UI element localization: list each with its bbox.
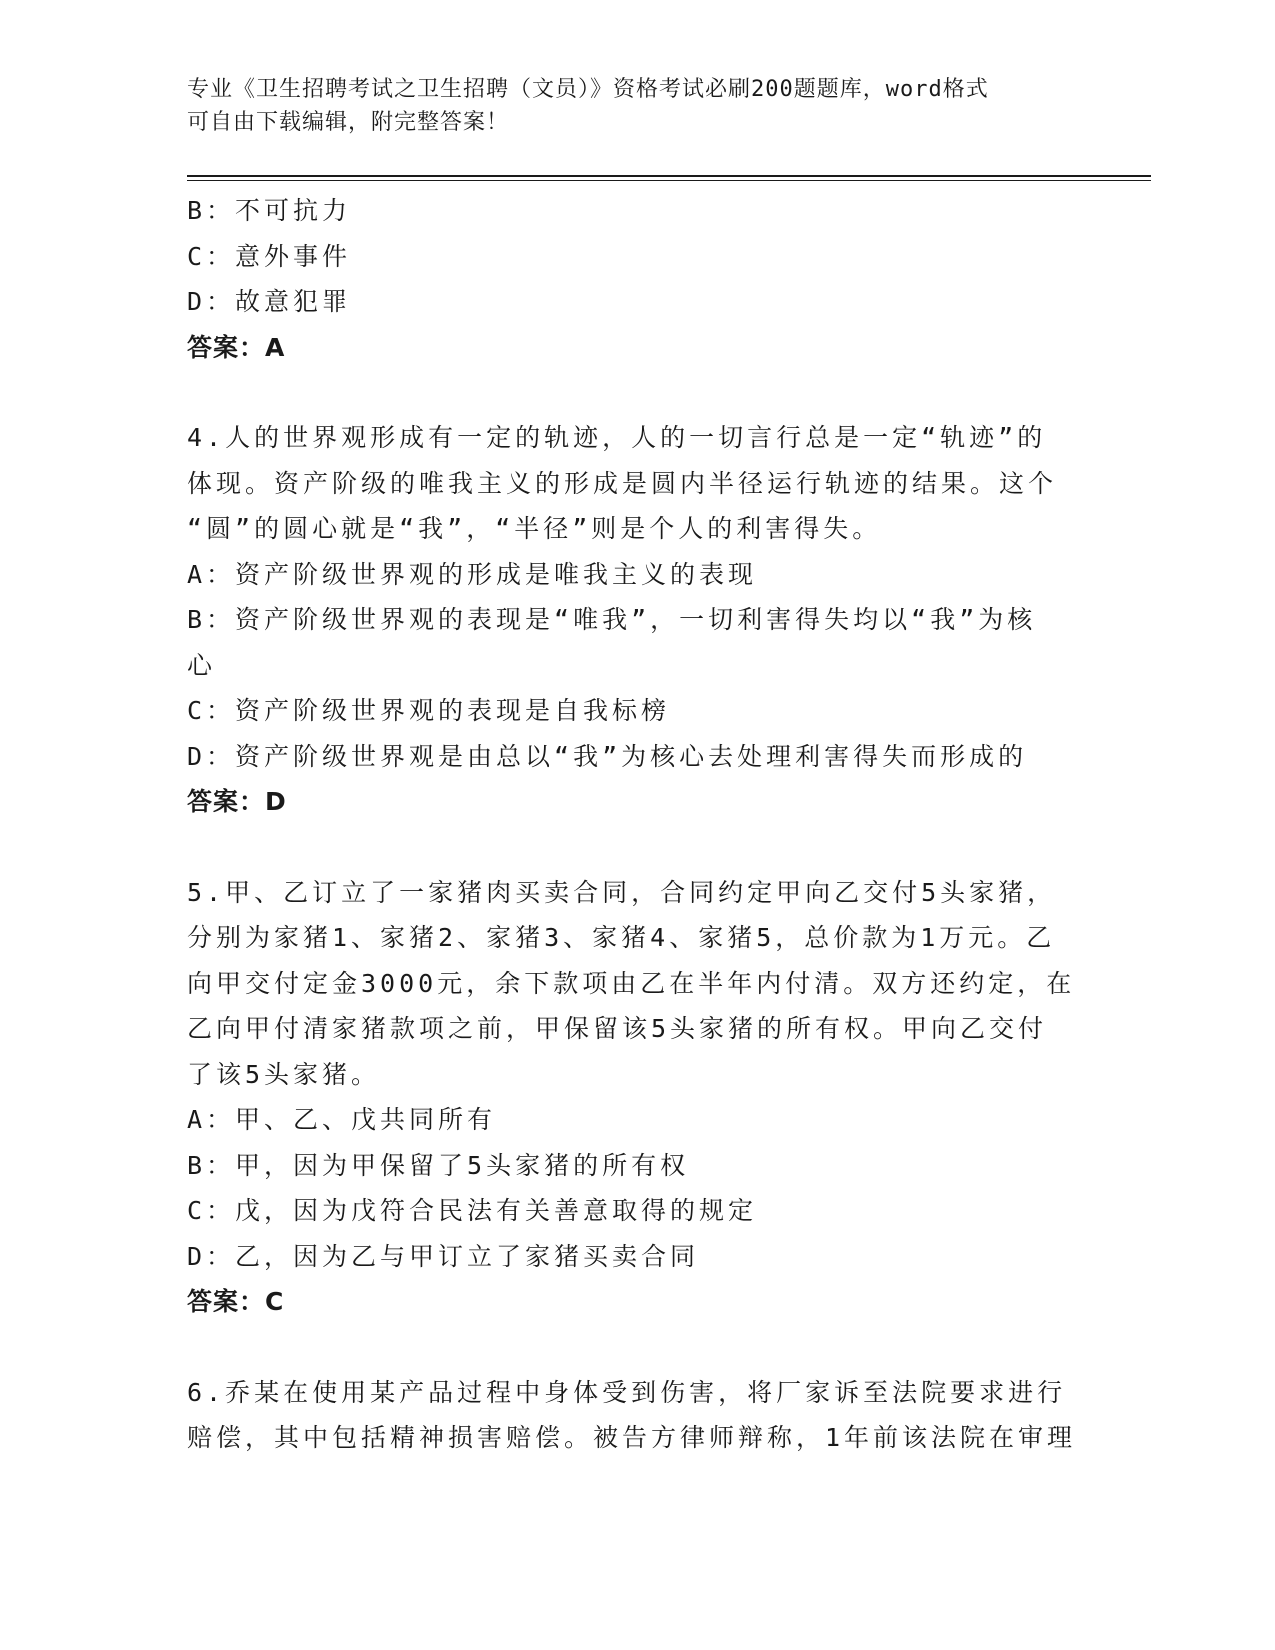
question-stem-line: 5.甲、乙订立了一家猪肉买卖合同，合同约定甲向乙交付5头家猪， xyxy=(187,877,1057,907)
option-a: A：甲、乙、戊共同所有 xyxy=(187,1105,497,1134)
question-4 xyxy=(187,415,1087,825)
option-b: B：资产阶级世界观的表现是“唯我”，一切利害得失均以“我”为核 xyxy=(187,605,1037,634)
question-stem-line: 乙向甲付清家猪款项之前，甲保留该5头家猪的所有权。甲向乙交付 xyxy=(187,1014,1048,1043)
option-d: D：乙，因为乙与甲订立了家猪买卖合同 xyxy=(187,1241,700,1271)
option-a: A：资产阶级世界观的形成是唯我主义的表现 xyxy=(187,559,758,589)
question-stem-line: 4.人的世界观形成有一定的轨迹，人的一切言行总是一定“轨迹”的 xyxy=(187,423,1047,452)
header-line-1: 专业《卫生招聘考试之卫生招聘（文员）》资格考试必刷200题题库，word格式 xyxy=(187,77,989,102)
question-6 xyxy=(187,1370,1087,1461)
question-stem-line: “圆”的圆心就是“我”，“半径”则是个人的利害得失。 xyxy=(187,514,882,543)
option-c: C：意外事件 xyxy=(187,241,352,271)
option-c: C：戊，因为戊符合民法有关善意取得的规定 xyxy=(187,1196,758,1225)
option-b-continued: 心 xyxy=(187,650,217,680)
question-stem-line: 了该5头家猪。 xyxy=(187,1059,381,1089)
question-stem-line: 赔偿，其中包括精神损害赔偿。被告方律师辩称，1年前该法院在审理 xyxy=(187,1423,1077,1452)
question-content xyxy=(187,188,1087,1461)
page-header xyxy=(187,73,1067,139)
question-3 xyxy=(187,188,1087,370)
option-c: C：资产阶级世界观的表现是自我标榜 xyxy=(187,696,671,725)
option-d: D：资产阶级世界观是由总以“我”为核心去处理利害得失而形成的 xyxy=(187,741,1028,771)
answer: 答案：C xyxy=(187,1287,285,1316)
header-divider xyxy=(187,175,1151,181)
option-b: B：甲，因为甲保留了5头家猪的所有权 xyxy=(187,1150,690,1180)
question-stem-line: 分别为家猪1、家猪2、家猪3、家猪4、家猪5，总价款为1万元。乙 xyxy=(187,923,1056,952)
answer: 答案：D xyxy=(187,787,287,816)
answer: 答案：A xyxy=(187,332,286,362)
option-d: D：故意犯罪 xyxy=(187,287,352,316)
question-stem-line: 向甲交付定金3000元，余下款项由乙在半年内付清。双方还约定，在 xyxy=(187,968,1076,998)
question-stem-line: 体现。资产阶级的唯我主义的形成是圆内半径运行轨迹的结果。这个 xyxy=(187,468,1058,498)
option-b: B：不可抗力 xyxy=(187,196,352,225)
header-line-2: 可自由下载编辑，附完整答案！ xyxy=(187,110,510,135)
question-stem-line: 6.乔某在使用某产品过程中身体受到伤害，将厂家诉至法院要求进行 xyxy=(187,1377,1067,1407)
question-5 xyxy=(187,870,1087,1325)
